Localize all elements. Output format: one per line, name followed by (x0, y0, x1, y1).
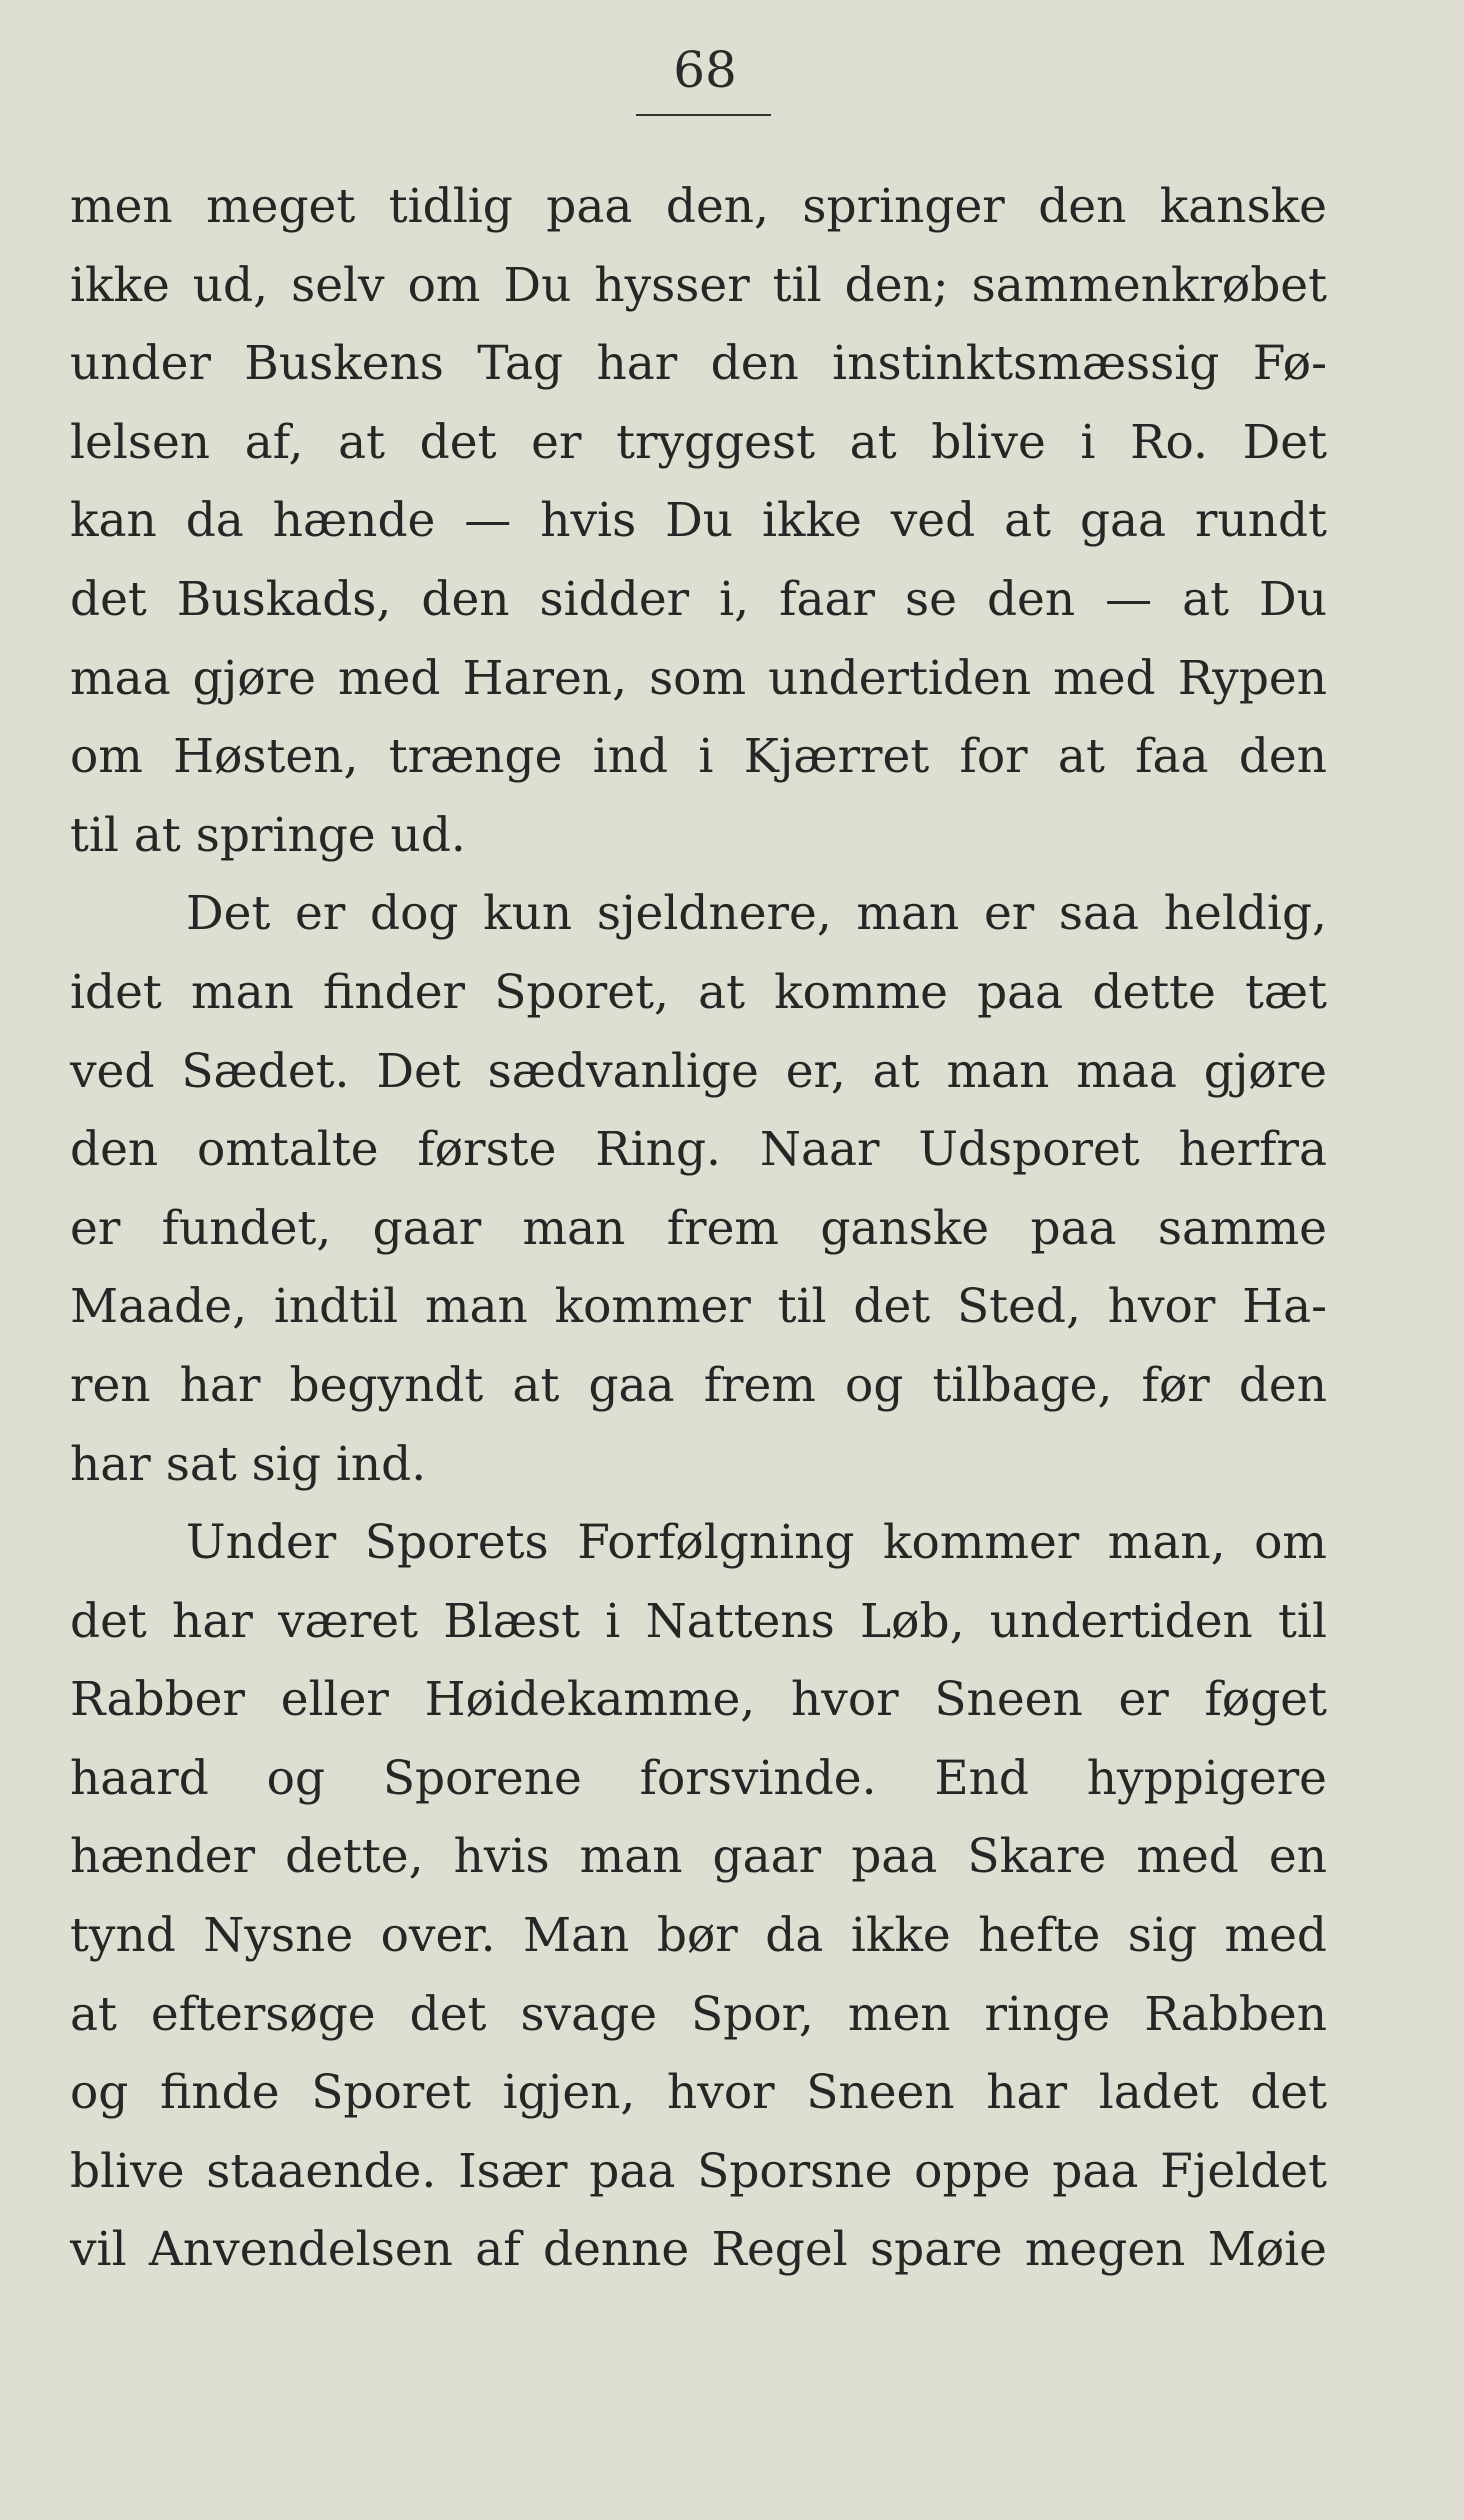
text-line: men meget tidlig paa den, springer den kanske (70, 179, 1327, 234)
text-line: ikke ud, selv om Du hysser til den; sammenkrøbet (70, 257, 1327, 313)
text-line: Det er dog kun sjeldnere, man er saa heldig, (186, 886, 1327, 942)
text-line: det Buskads, den sidder i, faar se den — at Du (70, 571, 1327, 627)
paragraph-2 (70, 875, 1327, 1504)
page-header (0, 40, 1410, 100)
text-line: er fundet, gaar man frem ganske paa samme (70, 1200, 1327, 1256)
text-line: Under Sporets Forfølgning kommer man, om (186, 1515, 1327, 1571)
text-line: til at springe ud. (70, 807, 466, 863)
paragraph-1 (70, 168, 1327, 875)
text-line: hænder dette, hvis man gaar paa Skare med en (70, 1829, 1327, 1885)
text-line: tynd Nysne over. Man bør da ikke hefte sig med (70, 1908, 1327, 1964)
text-line: kan da hænde — hvis Du ikke ved at gaa rundt (70, 493, 1327, 549)
header-rule (636, 114, 771, 116)
text-line: vil Anvendelsen af denne Regel spare megen Møie (70, 2222, 1327, 2278)
text-line: blive staaende. Især paa Sporsne oppe paa Fjeldet (70, 2143, 1327, 2199)
text-line: ved Sædet. Det sædvanlige er, at man maa gjøre (70, 1043, 1327, 1099)
text-line: haard og Sporene forsvinde. End hyppigere (70, 1750, 1327, 1806)
text-line: idet man finder Sporet, at komme paa dette tæt (70, 964, 1327, 1020)
text-line: ren har begyndt at gaa frem og tilbage, før den (70, 1357, 1327, 1413)
body-text (70, 168, 1327, 2290)
text-line: Rabber eller Høidekamme, hvor Sneen er føget (70, 1672, 1327, 1728)
text-line: om Høsten, trænge ind i Kjærret for at faa den (70, 729, 1327, 785)
text-line: under Buskens Tag har den instinktsmæssig Fø- (70, 336, 1327, 392)
text-line: at eftersøge det svage Spor, men ringe Rabben (70, 1986, 1327, 2042)
text-line: maa gjøre med Haren, som undertiden med Rypen (70, 650, 1327, 706)
text-line: og finde Sporet igjen, hvor Sneen har ladet det (70, 2065, 1327, 2121)
text-line: lelsen af, at det er tryggest at blive i Ro. Det (70, 414, 1327, 470)
text-line: har sat sig ind. (70, 1436, 427, 1492)
text-line: Maade, indtil man kommer til det Sted, hvor Ha- (70, 1279, 1327, 1335)
text-line: den omtalte første Ring. Naar Udsporet herfra (70, 1122, 1327, 1178)
page-number: 68 (673, 41, 737, 99)
text-line: det har været Blæst i Nattens Løb, undertiden til (70, 1593, 1327, 1649)
paragraph-3 (70, 1504, 1327, 2290)
